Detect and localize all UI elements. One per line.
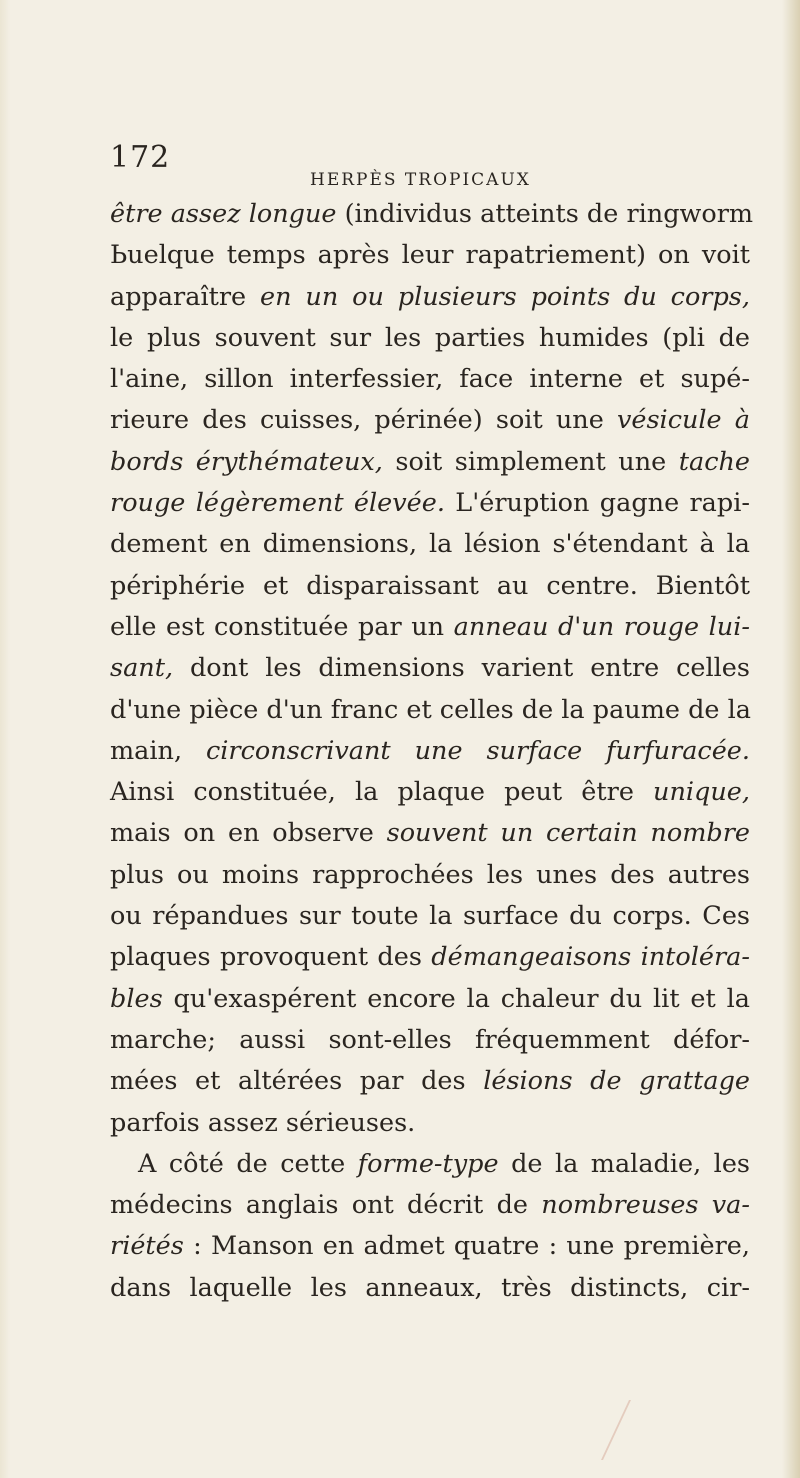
page-header [110, 140, 750, 190]
text-line [110, 483, 750, 524]
text-segment: rieure des cuisses, périnée) soit une [110, 405, 617, 436]
text-line [110, 277, 750, 318]
text-line [110, 896, 750, 937]
italic-text: unique, [653, 777, 750, 808]
text-segment: apparaître [110, 281, 261, 312]
text-segment: qu'exaspérent encore la chaleur du lit et la [162, 983, 750, 1014]
text-line [110, 607, 750, 648]
italic-text: bords érythémateux, [110, 446, 383, 477]
text-line [110, 690, 750, 731]
italic-text: lésions de grattage [483, 1066, 750, 1097]
pencil-mark [601, 1400, 681, 1460]
text-segment: dans laquelle les anneaux, très distincts, cir- [110, 1272, 750, 1303]
text-segment: Ьuelque temps après leur rapatriement) on voit [110, 240, 750, 271]
text-segment: Ainsi constituée, la plaque peut être [110, 777, 654, 808]
italic-text: tache [678, 446, 750, 477]
text-segment: : Manson en admet quatre : une première, [183, 1231, 750, 1262]
text-line [110, 524, 750, 565]
text-segment: soit simplement une [382, 446, 679, 477]
page-number: 172 [110, 140, 171, 175]
italic-text: être assez longue [110, 199, 337, 229]
text-line [110, 566, 750, 607]
text-line [110, 1061, 750, 1102]
text-line [110, 318, 750, 359]
italic-text: forme-type [357, 1148, 499, 1179]
text-line [110, 772, 750, 813]
text-segment: mais on en observe [110, 818, 387, 849]
running-head: HERPÈS TROPICAUX [310, 170, 531, 190]
italic-text: vésicule à [616, 405, 750, 436]
italic-text: souvent un certain nombre [386, 818, 750, 849]
italic-text: en un ou plusieurs points du corps, [260, 281, 750, 312]
text-segment: d'une pièce d'un franc et celles de la paume de la [110, 694, 751, 725]
text-segment: (individus atteints de ringworm [336, 199, 754, 229]
body-text [110, 194, 754, 1309]
text-line [110, 1268, 750, 1309]
text-segment: dont les dimensions varient entre celles [173, 653, 750, 684]
text-segment: marche; aussi sont-elles fréquemment défor- [110, 1024, 750, 1055]
text-segment: plus ou moins rapprochées les unes des autres [110, 859, 750, 890]
italic-text: démangeaisons intoléra- [431, 942, 750, 973]
page-edge-left [0, 0, 10, 1478]
text-line [110, 648, 750, 689]
text-line [110, 855, 750, 896]
text-segment: L'éruption gagne rapi- [444, 488, 750, 519]
text-segment: A côté de cette [138, 1148, 358, 1179]
text-line [110, 1144, 750, 1185]
text-segment: de la maladie, les [498, 1148, 750, 1179]
text-segment: médecins anglais ont décrit de [110, 1190, 542, 1221]
italic-text: sant, [110, 653, 174, 684]
text-segment: dement en dimensions, la lésion s'étendant à la [110, 529, 750, 560]
text-line [110, 1226, 750, 1267]
italic-text: rouge légèrement élevée. [110, 488, 445, 519]
text-line [110, 400, 750, 441]
text-segment: ou répandues sur toute la surface du corps. Ces [110, 901, 750, 932]
text-line [110, 235, 750, 276]
text-line [110, 1020, 750, 1061]
text-segment: le plus souvent sur les parties humides (pli de [110, 322, 750, 353]
text-line [110, 1103, 750, 1144]
text-segment: l'aine, sillon interfessier, face interne et supé- [110, 364, 750, 395]
text-segment: main, [110, 735, 206, 766]
text-segment: périphérie et disparaissant au centre. Bientôt [110, 570, 750, 601]
text-line [110, 731, 750, 772]
text-line [110, 1185, 750, 1226]
text-line [110, 194, 754, 235]
text-segment: parfois assez sérieuses. [110, 1107, 416, 1138]
text-line [110, 359, 750, 400]
italic-text: bles [110, 983, 163, 1014]
text-line [110, 979, 750, 1020]
text-line [110, 442, 750, 483]
italic-text: nombreuses va- [541, 1190, 751, 1221]
text-segment: elle est constituée par un [110, 611, 454, 642]
text-segment: plaques provoquent des [110, 942, 432, 973]
text-line [110, 937, 750, 978]
text-line [110, 813, 750, 854]
italic-text: circonscrivant une surface furfuracée. [206, 735, 750, 766]
page-edge-right [782, 0, 800, 1478]
text-segment: mées et altérées par des [110, 1066, 484, 1097]
italic-text: riétés [110, 1231, 184, 1262]
italic-text: anneau d'un rouge lui- [453, 611, 750, 642]
